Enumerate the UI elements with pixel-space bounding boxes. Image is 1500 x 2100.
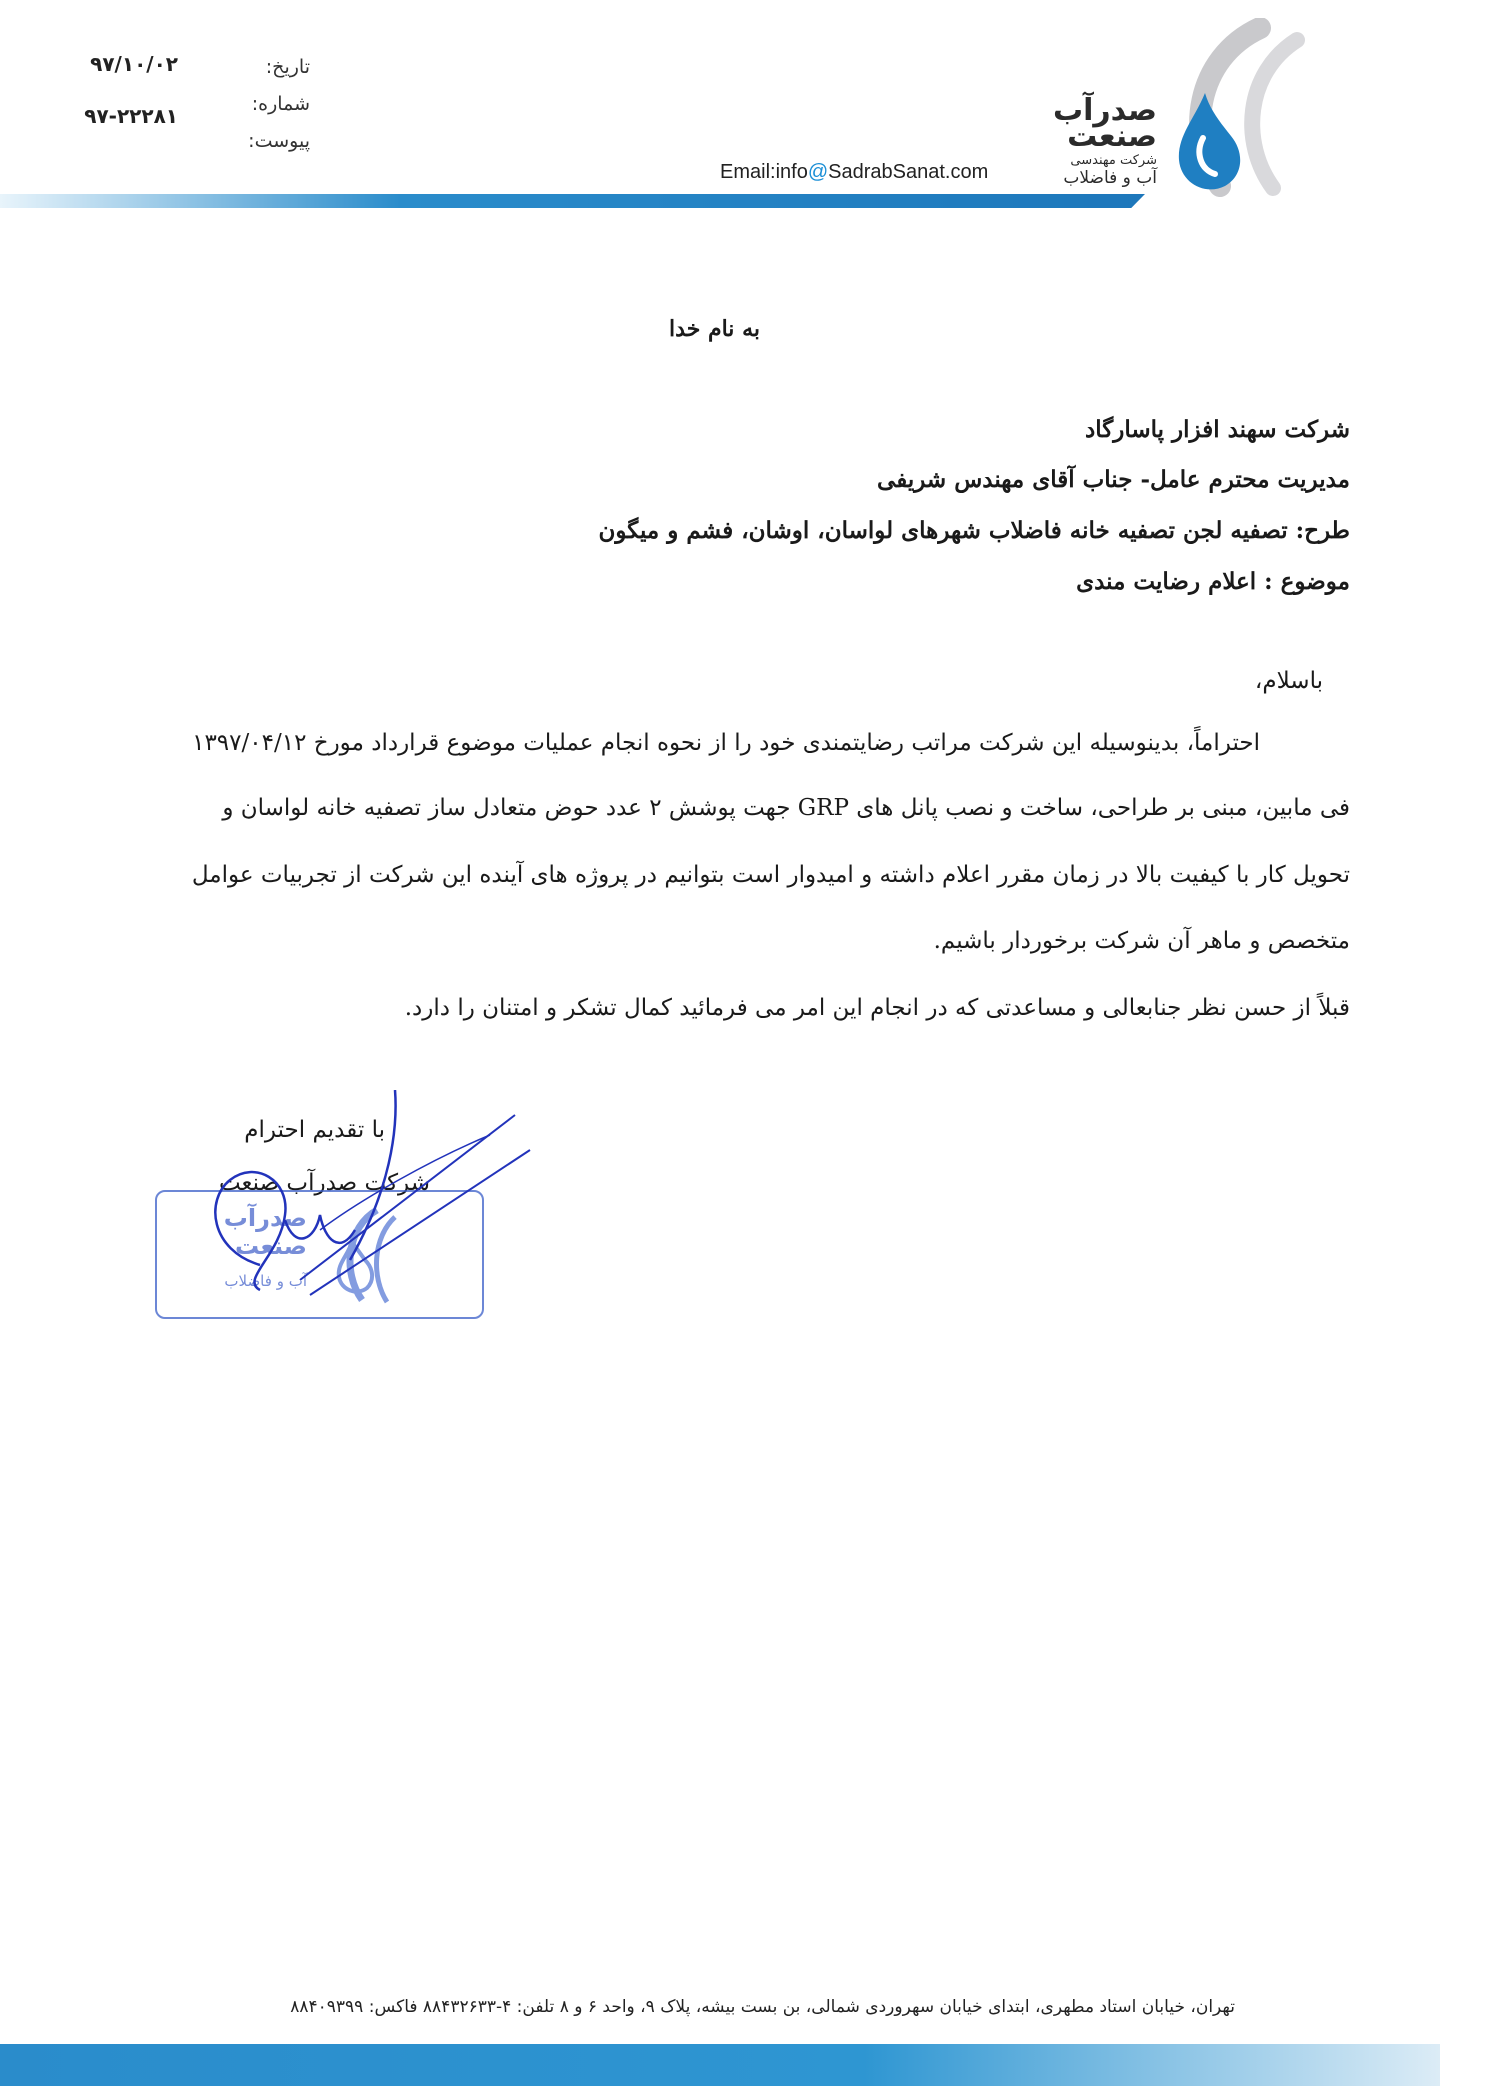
signoff-company: شرکت صدرآب صنعت [218,1170,430,1196]
body-line-2: فی مابین، مبنی بر طراحی، ساخت و نصب پانل های GRP جهت پوشش ۲ عدد حوض متعادل ساز تصفیه خانه لواسان و [222,795,1350,821]
body-line-3: تحویل کار با کیفیت بالا در زمان مقرر اعلام داشته و امیدوار است بتوانیم در پروژه های آینده این شرکت از تجربیات عوامل [191,862,1350,888]
date-value: ۹۷/۱۰/۰۲ [90,52,178,76]
email-domain: SadrabSanat.com [828,161,989,183]
company-email [720,161,988,184]
recipient-company: شرکت سهند افزار پاسارگاد [1085,416,1350,443]
greeting: باسلام، [1254,668,1323,694]
logo-line-4: آب و فاضلاب [1063,168,1157,188]
email-prefix: Email:info [720,161,808,183]
signature-scribble [200,1090,540,1320]
number-label: شماره: [251,93,310,115]
stamp-line-3: آب و فاضلاب [224,1272,307,1290]
attachment-label: پیوست: [248,130,310,152]
subject-line: موضوع : اعلام رضایت مندی [1076,568,1350,595]
closing-line: قبلاً از حسن نظر جنابعالی و مساعدتی که در انجام این امر می فرمائید کمال تشکر و امتنان را دارد. [404,995,1350,1021]
email-at: @ [807,161,829,183]
recipient-attention: مدیریت محترم عامل- جناب آقای مهندس شریفی [877,466,1350,493]
signoff-regards: با تقدیم احترام [244,1117,385,1143]
footer-divider-bar [0,2044,1440,2086]
date-label: تاریخ: [265,56,310,78]
logo-line-3: شرکت مهندسی [1070,153,1157,168]
footer-address: تهران، خیابان استاد مطهری، ابتدای خیابان سهروردی شمالی، بن بست بیشه، پلاک ۹، واحد ۶ و ۸ تلفن: ۴-۸۸۴۳۲۶۳۳ فاکس: ۸۸۴۰۹۳۹۹ [290,1997,1235,2017]
logo-line-2: صنعت [1067,119,1157,154]
company-logo [1045,18,1325,203]
letter-number-value: ۹۷-۲۲۲۸۱ [84,104,178,128]
stamp-line-2: صنعت [235,1232,307,1260]
body-line-4: متخصص و ماهر آن شرکت برخوردار باشیم. [933,928,1350,954]
bismillah-heading: به نام خدا [669,316,760,342]
project-line: طرح: تصفیه لجن تصفیه خانه فاضلاب شهرهای لواسان، اوشان، فشم و میگون [598,517,1350,544]
logo-line-1: صدرآب [1052,93,1157,128]
body-line-1: احتراماً، بدینوسیله این شرکت مراتب رضایتمندی خود را از نحوه انجام عملیات موضوع قرارداد مورخ ۱۳۹۷/۰۴/۱۲ [192,730,1260,756]
stamp-line-1: صدرآب [223,1204,307,1232]
header-divider-bar [0,194,1145,208]
